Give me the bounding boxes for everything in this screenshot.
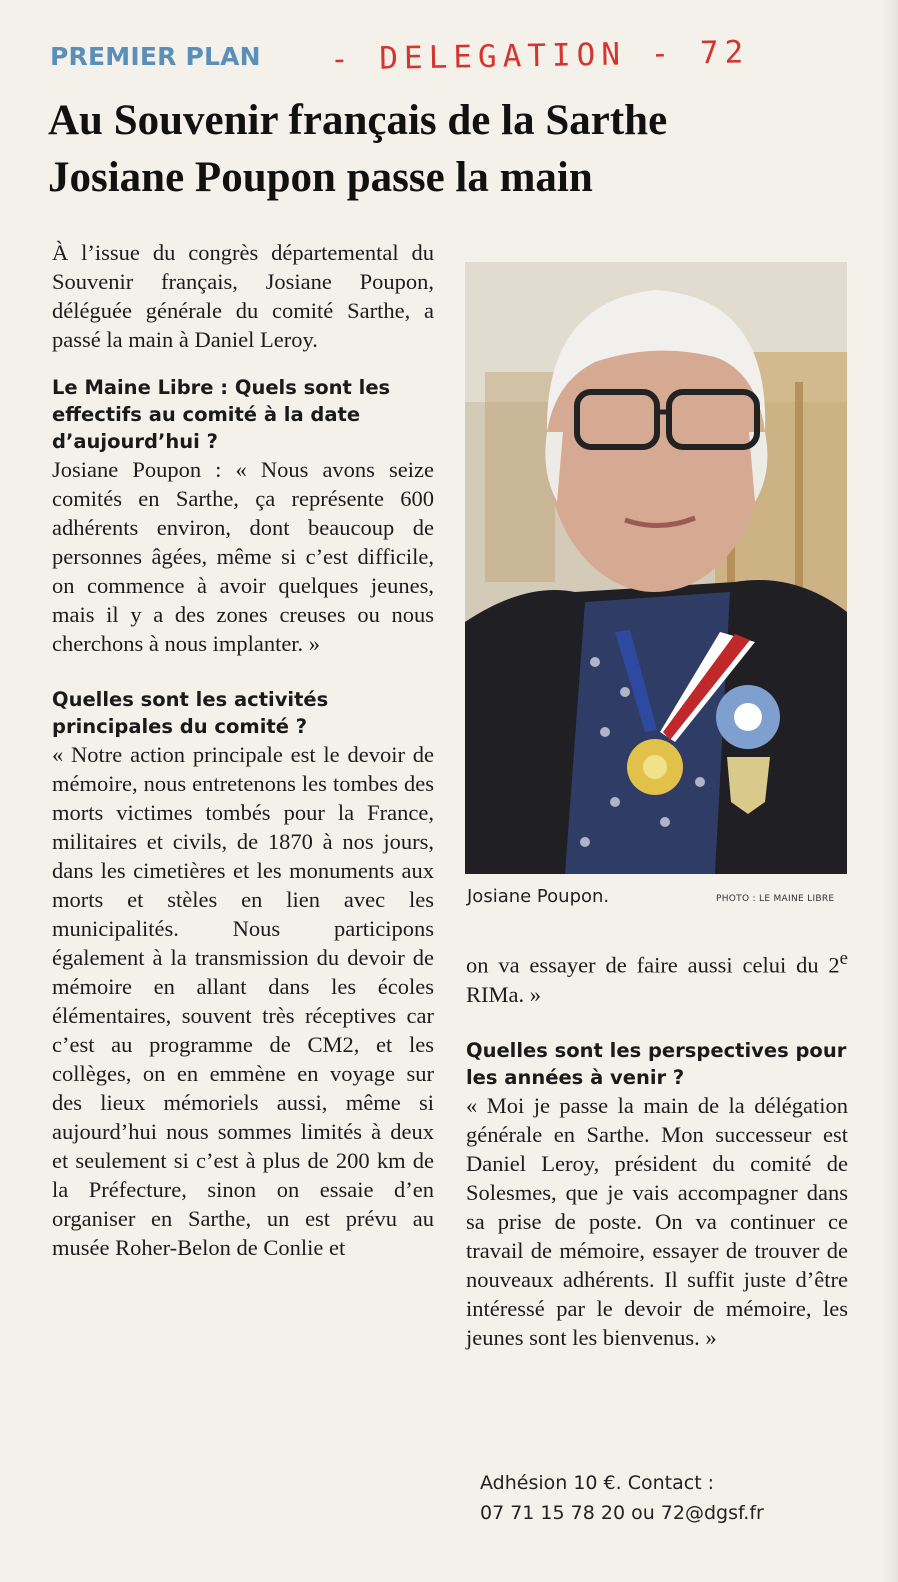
contact-box — [480, 1468, 764, 1528]
answer-2-right-end: RIMa. » — [466, 981, 541, 1007]
answer-1-text: « Nous avons seize comités en Sarthe, ça représente 600 adhérents environ, dont beaucoup de personnes âgées, même si c’est difficile, on commence à avoir quelques jeunes, mais il y a des zones creuses ou nous cherchons à nous implanter. » — [52, 457, 434, 656]
contact-line: 07 71 15 78 20 ou 72@dgsf.fr — [480, 1502, 764, 1524]
answer-2-right-superscript: e — [839, 948, 848, 969]
answer-2-right-text: on va essayer de faire aussi celui du 2 — [466, 952, 840, 978]
headline-line-2: Josiane Poupon passe la main — [48, 154, 593, 201]
left-column — [52, 238, 434, 1262]
portrait-photo — [465, 262, 847, 874]
question-1: Le Maine Libre : Quels sont les effectifs au comité à la date d’aujourd’hui ? — [52, 376, 391, 453]
answer-1-speaker: Josiane Poupon : — [52, 457, 222, 482]
headline-line-1: Au Souvenir français de la Sarthe — [48, 97, 668, 144]
question-3: Quelles sont les perspectives pour les années à venir ? — [466, 1038, 847, 1089]
answer-1 — [52, 455, 434, 658]
photo-caption: Josiane Poupon. — [467, 886, 610, 907]
scan-edge-shadow — [882, 0, 898, 1582]
handwritten-annotation: - DELEGATION - 72 — [329, 34, 750, 78]
answer-2-continued — [466, 944, 848, 1009]
answer-2-left: « Notre action principale est le devoir de mémoire, nous entretenons les tombes des morts victimes tombés pour la France, militaires et civils, de 1870 à nos jours, dans les cimetières et les monuments aux morts et stèles en lien avec les municipalités. Nous participons également à la transmission du devoir de mémoire en allant dans les écoles élémentaires, souvent très réceptives car c’est au programme de CM2, et les collèges, on en emmène en voyage sur des lieux mémoriels aussi, même si aujourd’hui nous sommes limités à deux et seulement si c’est à plus de 200 km de la Préfecture, sinon on essaie d’en organiser en Sarthe, un est prévu au musée Roher-Belon de Conlie et — [52, 742, 434, 1260]
answer-3: « Moi je passe la main de la délégation générale en Sarthe. Mon successeur est Daniel Leroy, président du comité de Solesmes, que je vais accompagner dans sa prise de poste. On va continuer ce travail de mémoire, essayer de trouver de nouveaux adhérents. Il suffit juste d’être intéressé par le devoir de mémoire, les jeunes sont les bienvenus. » — [466, 1092, 848, 1350]
lead-paragraph: À l’issue du congrès départemental du Souvenir français, Josiane Poupon, déléguée générale du comité Sarthe, a passé la main à Daniel Leroy. — [52, 240, 434, 352]
section-kicker: PREMIER PLAN — [50, 42, 261, 71]
photo-credit: PHOTO : LE MAINE LIBRE — [716, 894, 835, 904]
question-2: Quelles sont les activités principales du comité ? — [52, 688, 329, 738]
membership-line: Adhésion 10 €. Contact : — [480, 1472, 715, 1494]
headline — [48, 92, 848, 206]
right-column — [466, 944, 848, 1352]
portrait-illustration — [465, 262, 847, 874]
